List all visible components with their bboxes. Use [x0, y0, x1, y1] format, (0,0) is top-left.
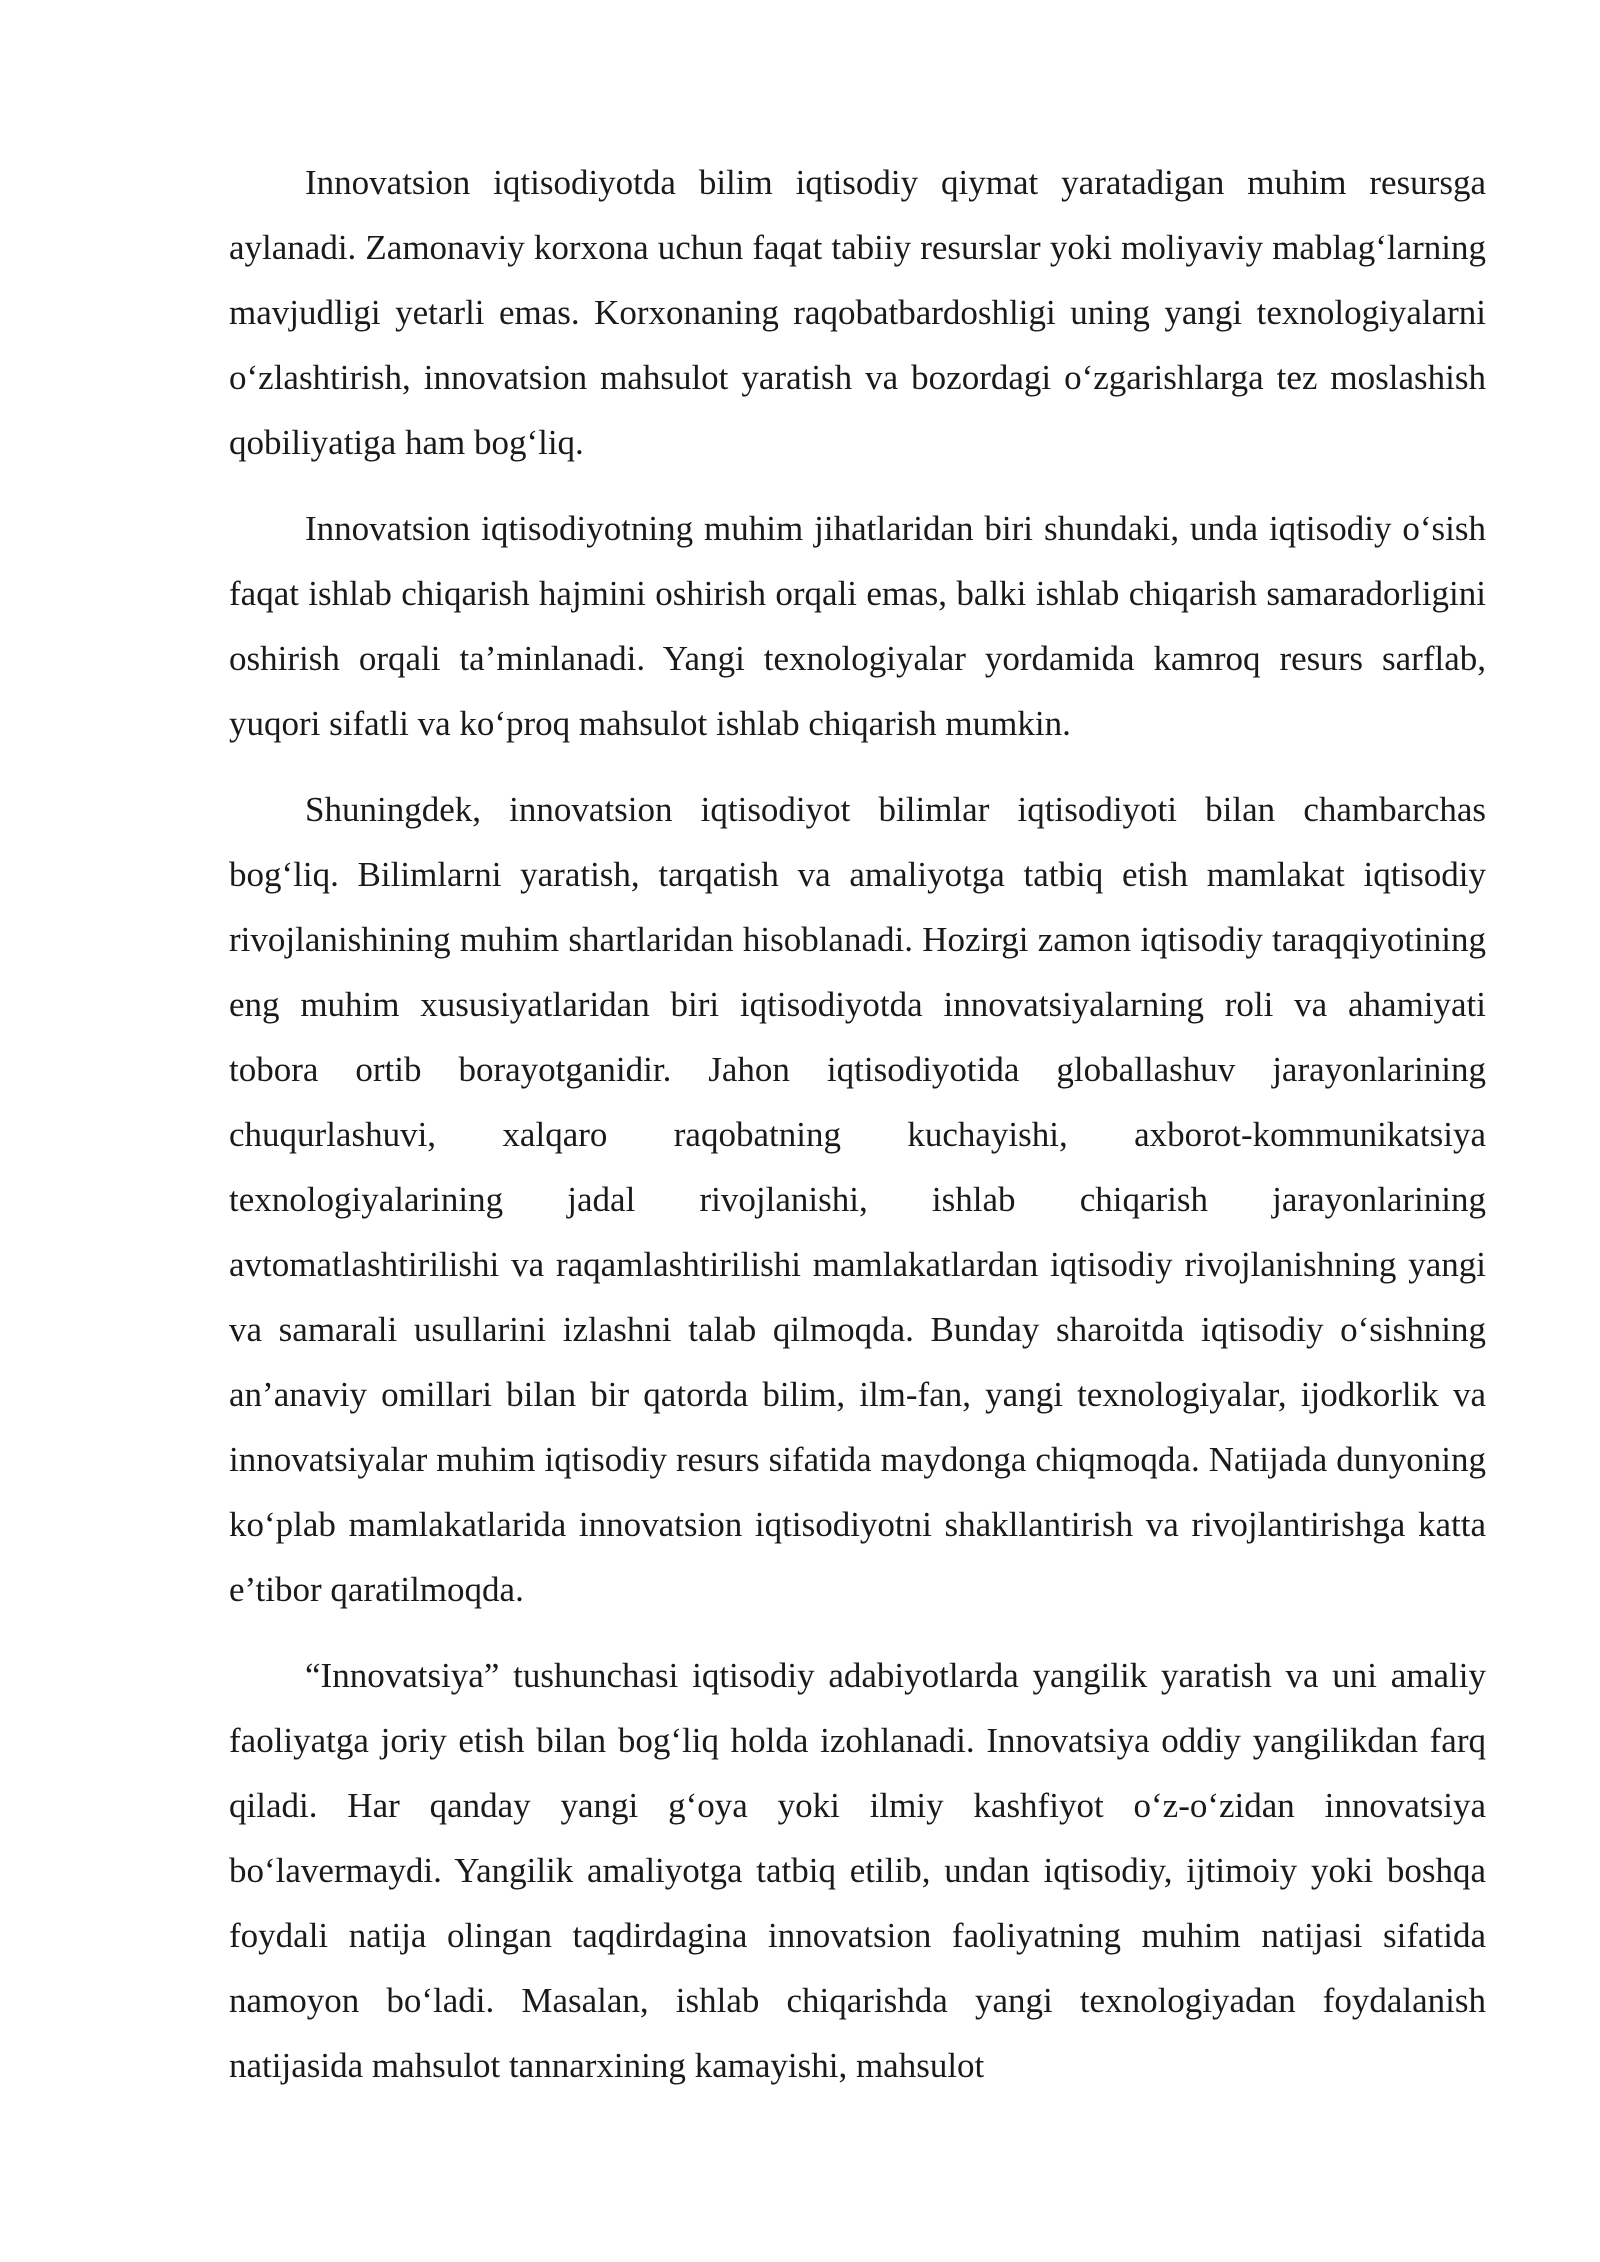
paragraph-2: Innovatsion iqtisodiyotning muhim jihatlaridan biri shundaki, unda iqtisodiy o‘sish faqat ishlab chiqarish hajmini oshirish orqali emas, balki ishlab chiqarish samaradorligini oshirish orqali ta’minlanadi. Yangi texnologiyalar yordamida kamroq resurs sarflab, yuqori sifatli va ko‘proq mahsulot ishlab chiqarish mumkin.	[229, 509, 1486, 743]
paragraph-4: “Innovatsiya” tushunchasi iqtisodiy adabiyotlarda yangilik yaratish va uni amaliy faoliyatga joriy etish bilan bog‘liq holda izohlanadi. Innovatsiya oddiy yangilikdan farq qiladi. Har qanday yangi g‘oya yoki ilmiy kashfiyot o‘z-o‘zidan innovatsiya bo‘lavermaydi. Yangilik amaliyotga tatbiq etilib, undan iqtisodiy, ijtimoiy yoki boshqa foydali natija olingan taqdirdagina innovatsion faoliyatning muhim natijasi sifatida namoyon bo‘ladi. Masalan, ishlab chiqarishda yangi texnologiyadan foydalanish natijasida mahsulot tannarxining kamayishi, mahsulot	[229, 1656, 1486, 2085]
document-body	[229, 150, 1486, 2119]
paragraph-3: Shuningdek, innovatsion iqtisodiyot bilimlar iqtisodiyoti bilan chambarchas bog‘liq. Bilimlarni yaratish, tarqatish va amaliyotga tatbiq etish mamlakat iqtisodiy rivojlanishining muhim shartlaridan hisoblanadi. Hozirgi zamon iqtisodiy taraqqiyotining eng muhim xususiyatlaridan biri iqtisodiyotda innovatsiyalarning roli va ahamiyati tobora ortib borayotganidir. Jahon iqtisodiyotida globallashuv jarayonlarining chuqurlashuvi, xalqaro raqobatning kuchayishi, axborot-kommunikatsiya texnologiyalarining jadal rivojlanishi, ishlab chiqarish jarayonlarining avtomatlashtirilishi va raqamlashtirilishi mamlakatlardan iqtisodiy rivojlanishning yangi va samarali usullarini izlashni talab qilmoqda. Bunday sharoitda iqtisodiy o‘sishning an’anaviy omillari bilan bir qatorda bilim, ilm-fan, yangi texnologiyalar, ijodkorlik va innovatsiyalar muhim iqtisodiy resurs sifatida maydonga chiqmoqda. Natijada dunyoning ko‘plab mamlakatlarida innovatsion iqtisodiyotni shakllantirish va rivojlantirishga katta e’tibor qaratilmoqda.	[229, 790, 1486, 1609]
paragraph-1: Innovatsion iqtisodiyotda bilim iqtisodiy qiymat yaratadigan muhim resursga aylanadi. Zamonaviy korxona uchun faqat tabiiy resurslar yoki moliyaviy mablag‘larning mavjudligi yetarli emas. Korxonaning raqobatbardoshligi uning yangi texnologiyalarni o‘zlashtirish, innovatsion mahsulot yaratish va bozordagi o‘zgarishlarga tez moslashish qobiliyatiga ham bog‘liq.	[229, 163, 1486, 462]
